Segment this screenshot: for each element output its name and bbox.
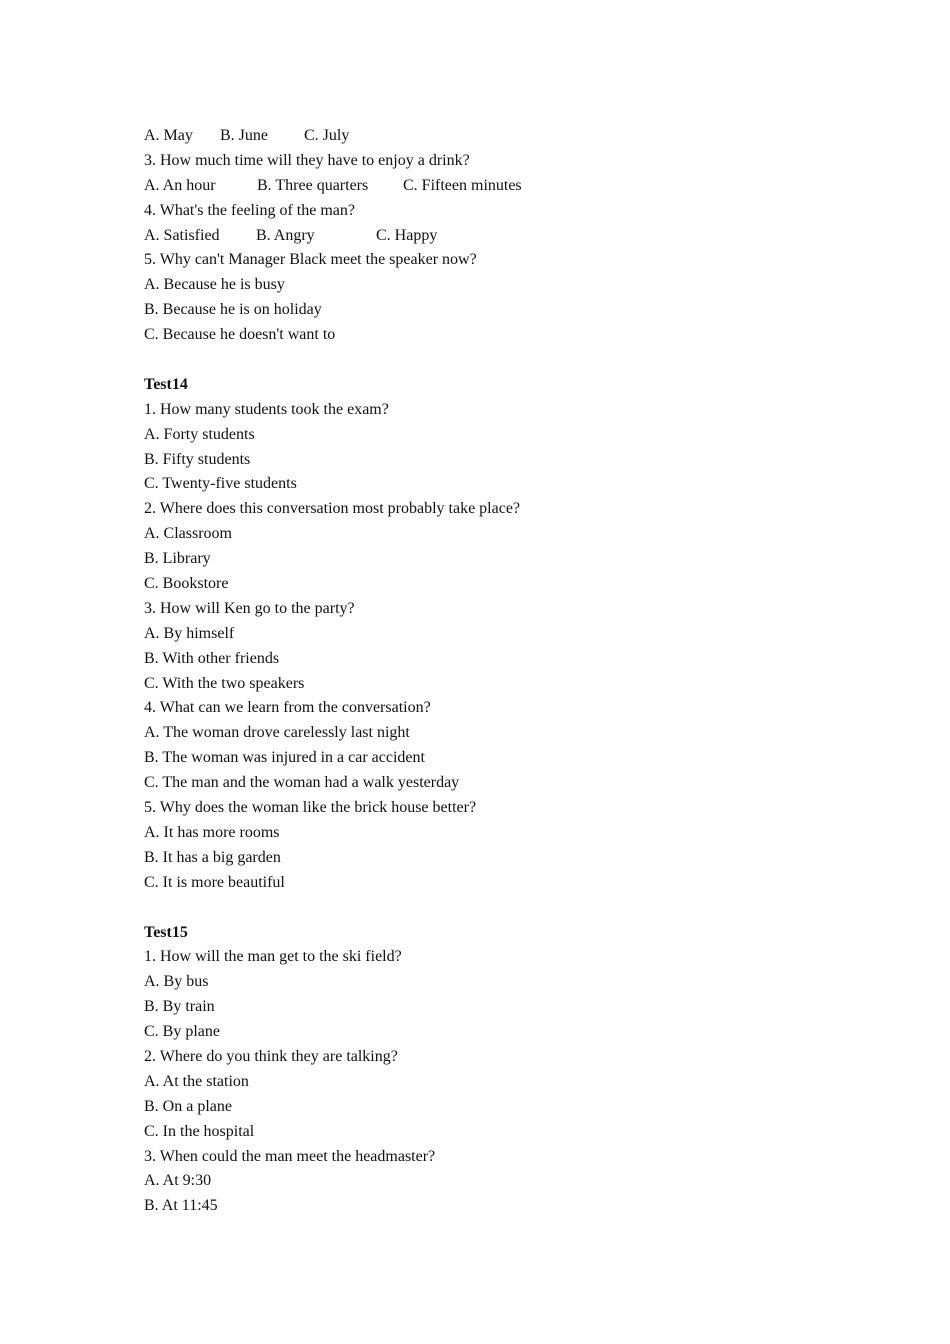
option: B. The woman was injured in a car accident — [144, 749, 425, 767]
option: A. At 9:30 — [144, 1172, 212, 1190]
question: 5. Why can't Manager Black meet the speaker now? — [144, 251, 477, 269]
option-row — [144, 174, 844, 199]
option-c: C. July — [304, 127, 350, 144]
option: B. With other friends — [144, 649, 280, 667]
option-row — [144, 224, 844, 249]
option: C. With the two speakers — [144, 674, 305, 692]
option-b: B. June — [220, 127, 268, 144]
question: 3. How much time will they have to enjoy a drink? — [144, 151, 470, 169]
option-b: B. Three quarters — [257, 176, 369, 194]
option: A. By bus — [144, 973, 209, 991]
option: C. Bookstore — [144, 575, 229, 593]
question: 3. How will Ken go to the party? — [144, 599, 355, 617]
option: A. Forty students — [144, 425, 255, 443]
option: A. It has more rooms — [144, 823, 280, 841]
option: C. By plane — [144, 1023, 220, 1041]
option: C. Because he doesn't want to — [144, 326, 336, 344]
option: C. The man and the woman had a walk yesterday — [144, 774, 460, 792]
option: C. Twenty-five students — [144, 475, 297, 493]
option: A. Because he is busy — [144, 276, 285, 294]
section-title-test14: Test14 — [144, 375, 188, 393]
option: B. At 11:45 — [144, 1197, 218, 1215]
option: A. The woman drove carelessly last night — [144, 724, 410, 742]
option-a: A. May — [144, 127, 193, 144]
option-row — [144, 124, 844, 149]
spacer — [144, 896, 844, 921]
spacer — [144, 348, 844, 373]
question: 1. How will the man get to the ski field? — [144, 948, 402, 966]
option-a: A. An hour — [144, 176, 216, 194]
option-c: C. Fifteen minutes — [403, 176, 522, 194]
question: 4. What's the feeling of the man? — [144, 201, 355, 219]
question: 5. Why does the woman like the brick house better? — [144, 799, 477, 817]
question: 2. Where does this conversation most probably take place? — [144, 500, 521, 518]
option: B. By train — [144, 998, 215, 1016]
option: B. It has a big garden — [144, 848, 281, 866]
option-c: C. Happy — [376, 226, 438, 244]
question: 3. When could the man meet the headmaster? — [144, 1147, 436, 1165]
option: C. It is more beautiful — [144, 873, 285, 891]
option: B. Because he is on holiday — [144, 301, 322, 319]
option: B. On a plane — [144, 1097, 232, 1115]
question: 2. Where do you think they are talking? — [144, 1047, 398, 1065]
section-title-test15: Test15 — [144, 923, 188, 941]
option: A. By himself — [144, 624, 235, 642]
option: C. In the hospital — [144, 1122, 255, 1140]
option-b: B. Angry — [256, 226, 315, 244]
option: A. At the station — [144, 1072, 249, 1090]
option: B. Library — [144, 550, 211, 568]
document-page — [144, 124, 844, 1219]
option: B. Fifty students — [144, 450, 251, 468]
option: A. Classroom — [144, 525, 232, 543]
question: 4. What can we learn from the conversation? — [144, 699, 431, 717]
option-a: A. Satisfied — [144, 226, 220, 244]
question: 1. How many students took the exam? — [144, 400, 389, 418]
